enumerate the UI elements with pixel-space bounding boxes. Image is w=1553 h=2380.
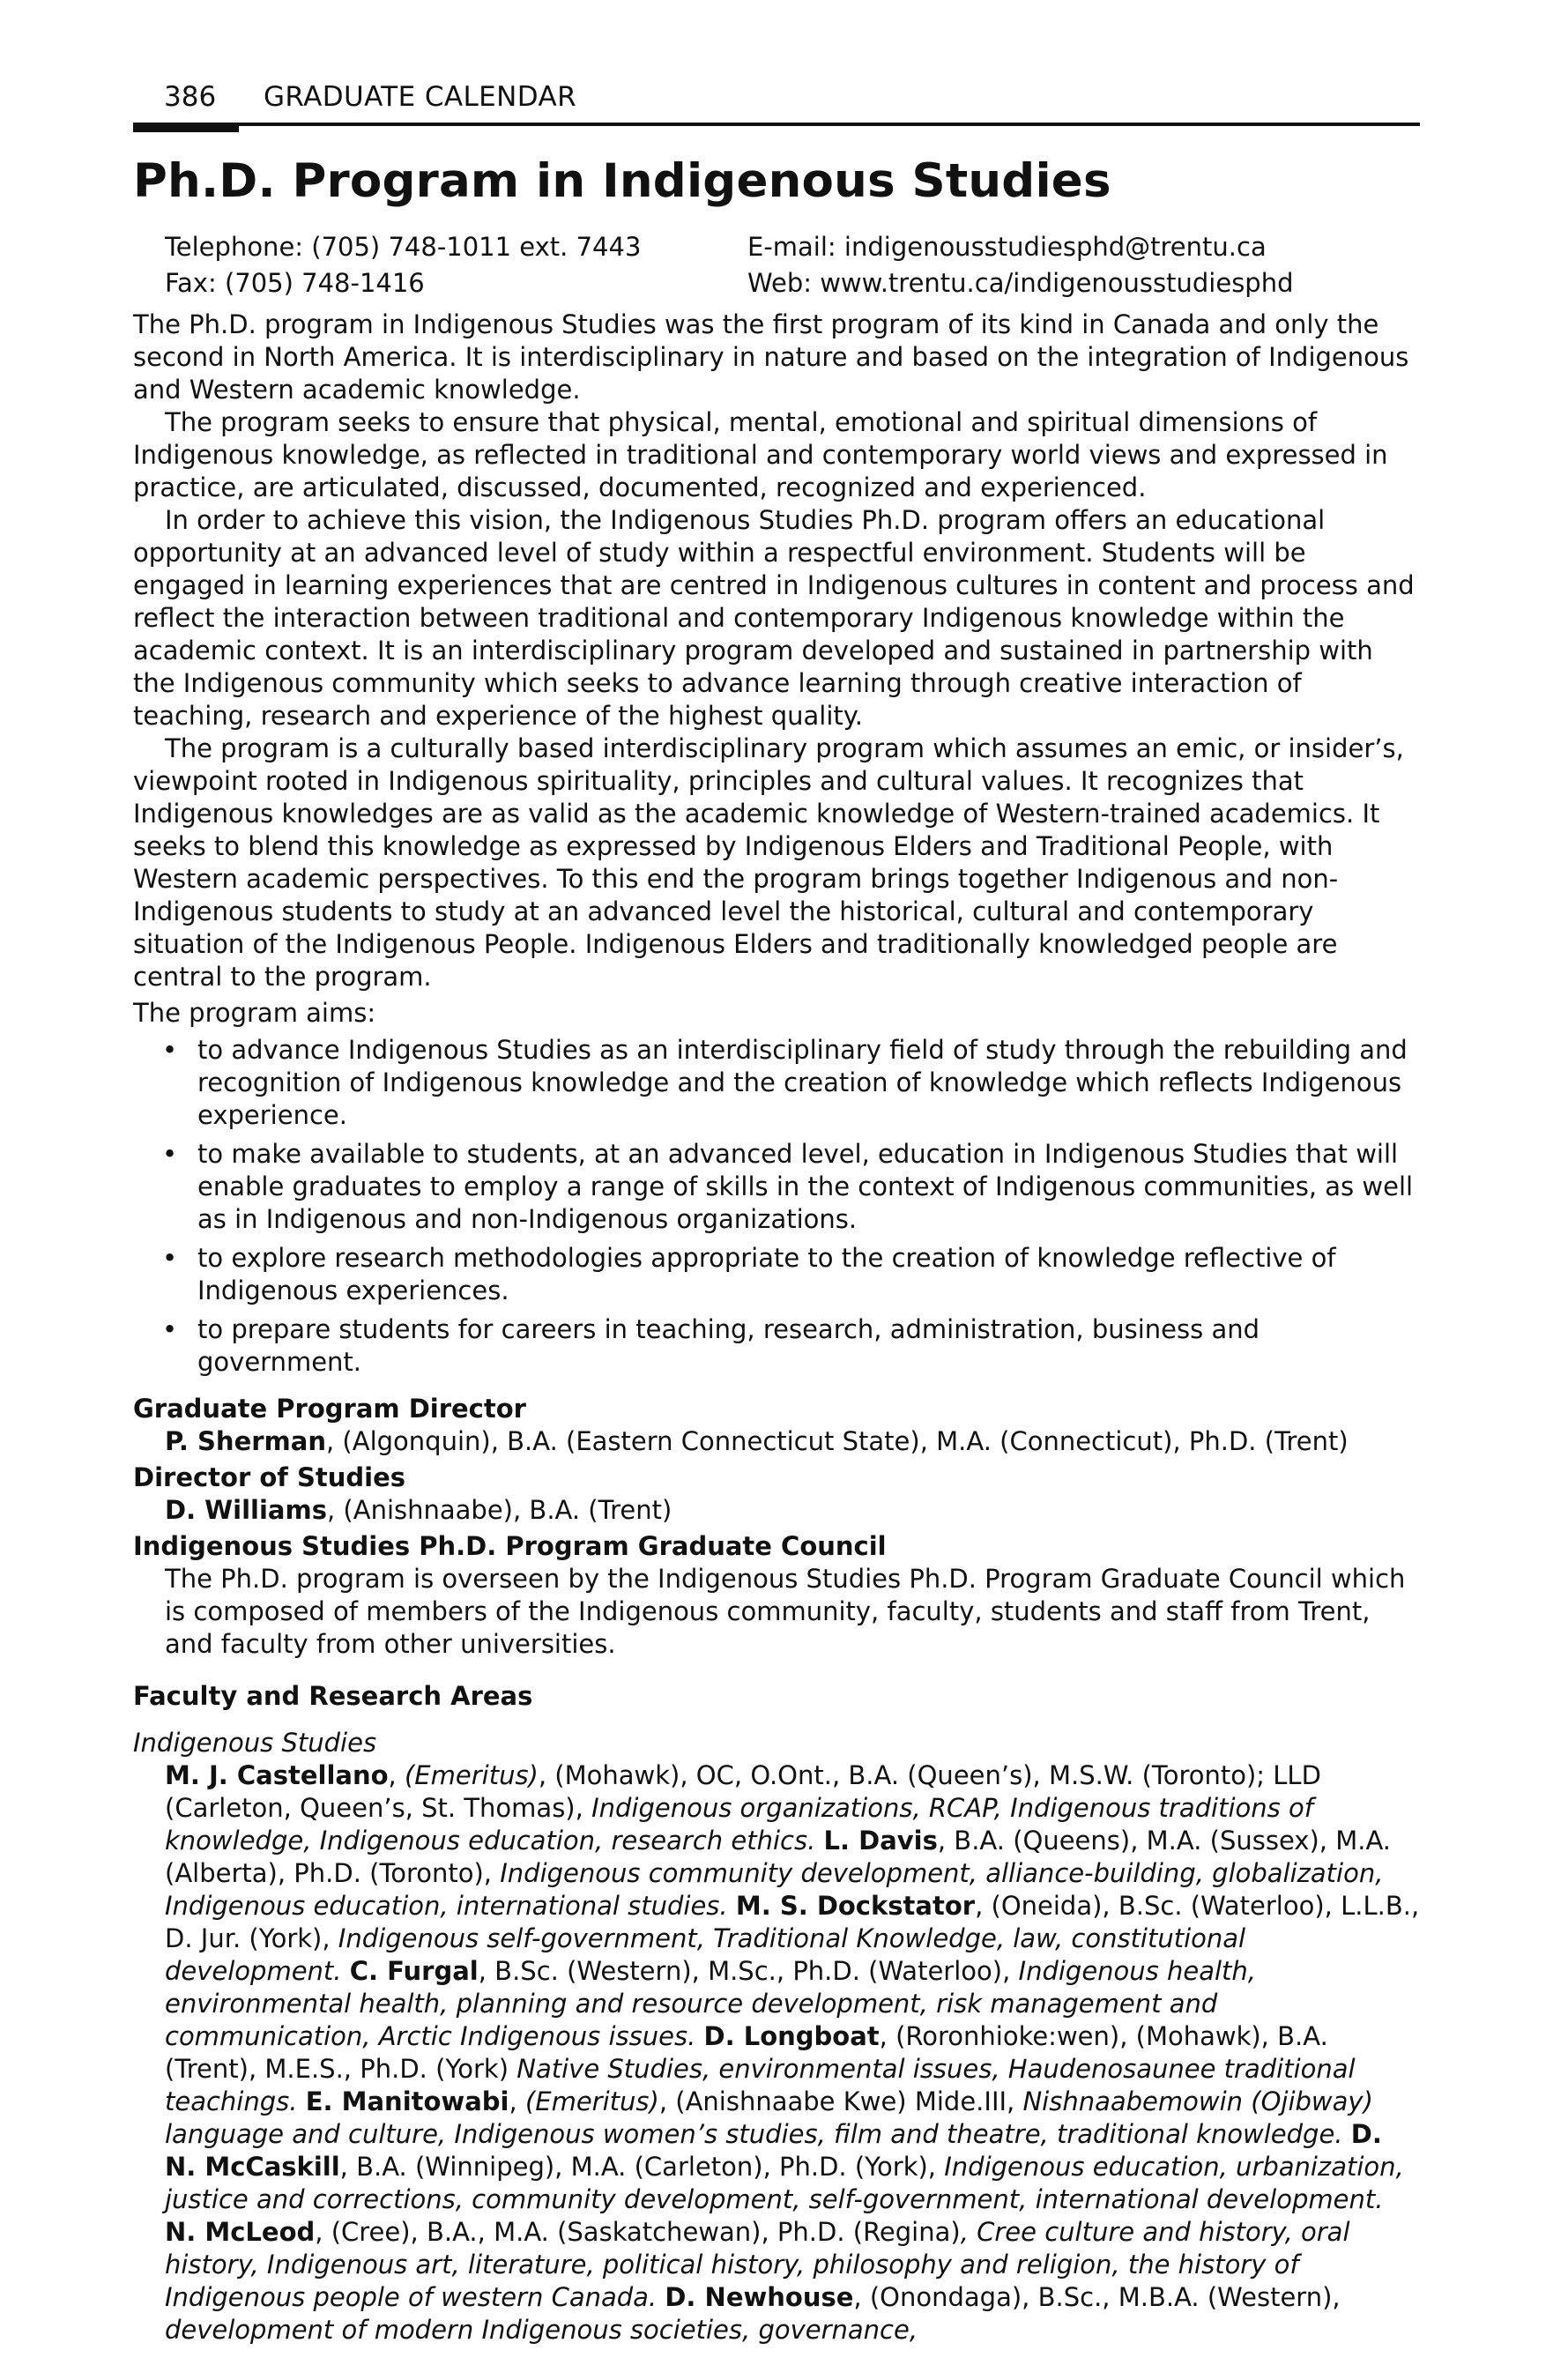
director-heading: Graduate Program Director (133, 1394, 526, 1424)
faculty-heading: Faculty and Research Areas (133, 1681, 533, 1711)
faculty-subheading: Indigenous Studies (133, 1728, 377, 1758)
faculty-research-areas: Indigenous health, environmental health, planning and resource development, risk management and communication, Arctic Indigenous issues. (165, 1956, 1257, 2051)
page-header (133, 81, 1420, 116)
faculty-research-areas: Native Studies, environmental issues, Haudenosaunee traditional teachings. (165, 2054, 1356, 2116)
faculty-name: M. S. Dockstator (735, 1891, 976, 1921)
web-link[interactable]: Web: www.trentu.ca/indigenousstudiesphd (747, 268, 1294, 298)
aim-text: to make available to students, at an advanced level, education in Indigenous Studies that will enable graduates to employ a range of skills in the context of Indigenous communities, as well as in Indigenous and non-Indigenous organizations. (197, 1139, 1414, 1234)
aim-item (133, 1242, 1420, 1307)
faculty-credentials: , (Onondaga), B.Sc., M.B.A. (Western), (853, 2282, 1341, 2312)
director-details: , (Algonquin), B.A. (Eastern Connecticut State), M.A. (Connecticut), Ph.D. (Trent) (325, 1426, 1349, 1456)
bullet: • (162, 1139, 178, 1169)
faculty-credentials: , (Roronhioke:wen), (Mohawk), B.A. (Trent), M.E.S., Ph.D. (York) (165, 2021, 1328, 2084)
studies-director-entry (133, 1494, 1420, 1527)
director-name: P. Sherman (165, 1426, 326, 1456)
faculty-name: N. McLeod (165, 2217, 316, 2247)
faculty-name: L. Davis (823, 1826, 938, 1856)
faculty-credentials: , (Cree), B.A., M.A. (Saskatchewan), Ph.D. (Regina) (315, 2217, 961, 2247)
page-title: Ph.D. Program in Indigenous Studies (133, 154, 1111, 208)
faculty-credentials: , B.A. (Queens), M.A. (Sussex), M.A. (Alberta), Ph.D. (Toronto), (165, 1826, 1391, 1888)
bullet: • (162, 1314, 178, 1344)
faculty-research-areas: Indigenous self-government, Traditional Knowledge, law, constitutional development. (165, 1923, 1246, 1986)
faculty-name: D. Longboat (703, 2021, 880, 2051)
faculty-research-areas: Indigenous community development, alliance-building, globalization, Indigenous education, international studies. (165, 1858, 1384, 1921)
faculty-research-areas: Indigenous organizations, RCAP, Indigenous traditions of knowledge, Indigenous education, research ethics. (165, 1793, 1313, 1856)
council-heading: Indigenous Studies Ph.D. Program Graduate Council (133, 1531, 887, 1561)
bullet: • (162, 1035, 178, 1065)
studies-director-heading: Director of Studies (133, 1462, 406, 1492)
faculty-credentials: , (Mohawk), OC, O.Ont., B.A. (Queen’s), M.S.W. (Toronto); LLD (Carleton, Queen’s, St. Thomas), (165, 1760, 1321, 1823)
aim-item (133, 1034, 1420, 1132)
faculty-research-areas: development of modern Indigenous societies, governance, (165, 2315, 918, 2345)
bullet: • (162, 1243, 178, 1273)
faculty-name: D. N. McCaskill (165, 2119, 1382, 2182)
faculty-list (133, 1759, 1420, 2347)
studies-director-details: , (Anishnaabe), B.A. (Trent) (326, 1495, 672, 1525)
header-rule-thick (133, 123, 239, 132)
running-title: GRADUATE CALENDAR (264, 81, 577, 113)
faculty-credentials: , B.Sc. (Western), M.Sc., Ph.D. (Waterloo), (478, 1956, 1019, 1986)
telephone: Telephone: (705) 748-1011 ext. 7443 (165, 232, 642, 262)
intro-paragraph: In order to achieve this vision, the Indigenous Studies Ph.D. program offers an educational opportunity at an advanced level of study within a respectful environment. Students will be engaged in learning experiences that are centred in Indigenous cultures in content and process and reflect the interaction between traditional and contemporary Indigenous knowledge within the academic context. It is an interdisciplinary program developed and sustained in partnership with the Indigenous community which seeks to advance learning through creative interaction of teaching, research and experience of the highest quality. (133, 505, 1415, 731)
intro-paragraph: The Ph.D. program in Indigenous Studies was the first program of its kind in Canada and only the second in North America. It is interdisciplinary in nature and based on the integration of Indigenous and Western academic knowledge. (133, 309, 1409, 405)
faculty-research-areas: , Cree culture and history, oral history, Indigenous art, literature, political history, philosophy and religion, the history of Indigenous people of western Canada. (165, 2217, 1350, 2312)
faculty-name: M. J. Castellano (165, 1760, 389, 1790)
emeritus-note: (Emeritus) (404, 1760, 539, 1790)
aim-text: to explore research methodologies appropriate to the creation of knowledge reflective of Indigenous experiences. (197, 1243, 1336, 1305)
intro-paragraph: The program is a culturally based interdisciplinary program which assumes an emic, or insider’s, viewpoint rooted in Indigenous spirituality, principles and cultural values. It recognizes that Indigenous knowledges are as valid as the academic knowledge of Western-trained academics. It seeks to blend this knowledge as expressed by Indigenous Elders and Traditional People, with Western academic perspectives. To this end the program brings together Indigenous and non-Indigenous students to study at an advanced level the historical, cultural and contemporary situation of the Indigenous People. Indigenous Elders and traditionally knowledged people are central to the program. (133, 733, 1404, 992)
aim-text: to prepare students for careers in teaching, research, administration, business and government. (197, 1314, 1260, 1377)
faculty-name: E. Manitowabi (305, 2086, 509, 2116)
faculty-credentials: , (Anishnaabe Kwe) Mide.III, (658, 2086, 1023, 2116)
aim-text: to advance Indigenous Studies as an interdisciplinary field of study through the rebuilding and recognition of Indigenous knowledge and the creation of knowledge which reflects Indigenous experience. (197, 1035, 1408, 1130)
faculty-credentials: , (Oneida), B.Sc. (Waterloo), L.L.B., D. Jur. (York), (165, 1891, 1420, 1953)
faculty-name: C. Furgal (349, 1956, 479, 1986)
faculty-sep: , (388, 1760, 405, 1790)
intro-paragraph: The program seeks to ensure that physical, mental, emotional and spiritual dimensions of Indigenous knowledge, as reflected in traditional and contemporary world views and expressed in practice, are articulated, discussed, documented, recognized and experienced. (133, 407, 1388, 502)
header-rule-thin (239, 123, 1420, 126)
director-entry (133, 1425, 1420, 1458)
council-text: The Ph.D. program is overseen by the Indigenous Studies Ph.D. Program Graduate Council which is composed of members of the Indigenous community, faculty, students and staff from Trent, and faculty from other universities. (165, 1564, 1406, 1659)
aim-item (133, 1313, 1420, 1379)
aim-item (133, 1138, 1420, 1236)
emeritus-note: (Emeritus) (524, 2086, 659, 2116)
faculty-research-areas: Indigenous education, urbanization, justice and corrections, community development, self-government, international development. (165, 2152, 1404, 2214)
body-text (133, 309, 1420, 2347)
fax: Fax: (705) 748-1416 (165, 268, 425, 298)
email[interactable]: E-mail: indigenousstudiesphd@trentu.ca (747, 232, 1267, 262)
faculty-credentials: , B.A. (Winnipeg), M.A. (Carleton), Ph.D. (York), (339, 2152, 945, 2182)
studies-director-name: D. Williams (165, 1495, 327, 1525)
faculty-name: D. Newhouse (665, 2282, 854, 2312)
faculty-research-areas: Nishnaabemowin (Ojibway) language and culture, Indigenous women’s studies, film and theatre, traditional knowledge. (165, 2086, 1373, 2149)
faculty-sep: , (509, 2086, 525, 2116)
aims-intro: The program aims: (133, 998, 376, 1028)
aims-list (133, 1034, 1420, 1379)
page-number: 386 (164, 81, 217, 113)
